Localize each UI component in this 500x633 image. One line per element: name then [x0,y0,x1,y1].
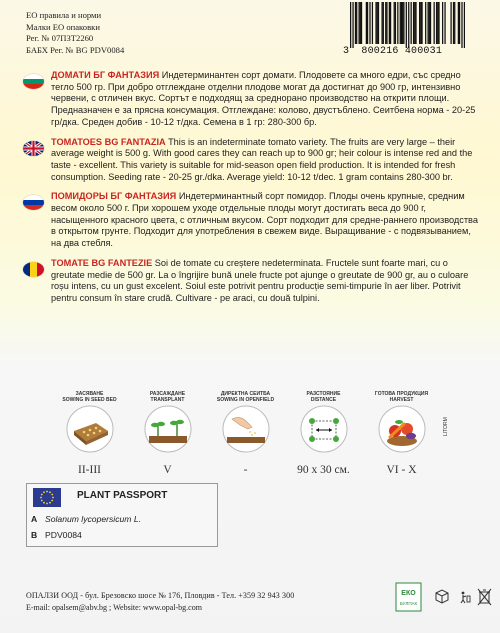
section-en [26,137,480,184]
barcode-bar [406,2,407,48]
barcode-bar [461,2,462,48]
barcode-bar [429,2,430,44]
direct-sowing-icon [222,405,270,453]
company-footer [26,590,294,614]
calendar-direct-sowing [214,392,277,476]
section-title: TOMATE BG FANTEZIE [51,257,153,268]
regulatory-line: Рег. № 07ПЗТ2260 [26,33,94,43]
section-text: Индетерминантный сорт помидор. Плоды очень крупные, средним весом около 500 г. При хорошем уходе отдельные плоды могут достигать веса до 900 г, насыщенного красного цвета, с отличным вкусом. Сорт подходит для средне-раннего производства в открытом грунте. Подходит для употребления в свежем виде. Выращивание - с подвязыванием, на два стебля. [51,191,478,249]
barcode-bar [385,2,386,44]
company-address: ОПАЛЗИ ООД - бул. Брезовско шосе № 176, Пловдив - Тел. +359 32 943 300 [26,591,295,600]
harvest-period: VI - X [386,464,417,476]
passport-key: B [31,530,38,540]
barcode-bar [381,2,382,44]
barcode-bar [438,2,439,44]
direct-sowing-period: - [243,464,248,476]
barcode-bars [350,2,465,48]
barcode-bar [427,2,428,44]
caption-bg: РАЗСТОЯНИЕ [306,391,341,397]
barcode-bar [372,2,373,44]
barcode-bar [411,2,412,44]
company-contacts: E-mail: opalsem@abv.bg ; Website: www.opal-bg.com [26,603,202,612]
regulatory-info [26,10,124,56]
barcode [343,2,465,64]
recycling-box-icon [433,587,451,605]
side-label: LITORM [443,417,449,436]
seedbed-icon [66,405,114,453]
section-ru [26,191,480,250]
harvest-icon [378,405,426,453]
barcode-bar [453,2,454,44]
caption-bg: ДИРЕКТНА СЕИТБА [220,391,271,397]
calendar-sowing [58,392,121,476]
caption-bg: ГОТОВА ПРОДУКЦИЯ [374,391,429,397]
barcode-bar [350,2,351,48]
barcode-bar [437,2,438,44]
uk-flag-icon [23,141,44,156]
barcode-bar [390,2,391,44]
barcode-bar [389,2,390,44]
barcode-bar [442,2,443,44]
barcode-bar [403,2,404,44]
caption-en: DISTANCE [310,396,337,403]
barcode-bar [402,2,403,44]
transplant-icon [144,405,192,453]
russia-flag-icon [23,195,44,210]
caption-bg: ЗАСЯВАНЕ [75,391,104,397]
section-title: TOMATOES BG FANTAZIA [51,136,166,147]
sowing-period: II-III [78,464,101,476]
barcode-bar [458,2,459,44]
barcode-first-digit: 3 [343,46,350,57]
eko-bulpak-icon [395,582,422,612]
passport-value: PDV0084 [45,530,82,540]
barcode-bar [366,2,367,44]
eu-flag-icon [33,488,61,507]
barcode-bar [434,2,435,44]
barcode-bar [360,2,361,44]
barcode-bar [386,2,387,44]
growing-calendar [58,391,463,476]
caption-en: HARVEST [389,396,414,403]
svg-text:ЕКО: ЕКО [401,590,416,597]
barcode-bar [369,2,370,44]
bulgaria-flag-icon [23,74,44,89]
distance-icon [300,405,348,453]
caption-en: SOWING IN SEED BED [62,396,117,403]
barcode-bar [378,2,379,44]
barcode-bar [361,2,362,44]
barcode-bar [450,2,451,44]
section-text: This is an indeterminate tomato variety. The fruits are very large – their average weight is 500 g. With good cares they can reach up to 900 gr; heir colour is intense red and the taste - excellent. This variety is suitable for mid-season open field production. It is intended for fresh consumption. Seeding rate - 20-25 gr./dka. Average yield: 10-12 t/dec. 1 gram contains 280-300 br. [51,136,473,182]
calendar-harvest [370,392,433,476]
regulatory-line: ЕО правила и норми [26,10,102,20]
barcode-bar [377,2,378,44]
barcode-bar [430,2,431,44]
caption-en: TRANSPLANT [150,396,185,403]
barcode-bar [394,2,395,44]
barcode-bar [358,2,359,44]
barcode-bar [436,2,437,44]
barcode-bar [413,2,414,44]
section-bg [26,70,480,129]
passport-title: PLANT PASSPORT [77,490,168,501]
barcode-bar [401,2,402,44]
barcode-bar [425,2,426,44]
passport-value: Solanum lycopersicum L. [45,514,142,524]
barcode-bar [367,2,368,44]
transplant-period: V [163,464,172,476]
barcode-bar [355,2,356,44]
barcode-bar [383,2,384,44]
barcode-bar [459,2,460,44]
caption-bg: РАЗСАЖДАНЕ [149,391,186,397]
barcode-bar [444,2,445,44]
barcode-bar [400,2,401,44]
caption-en: SOWING IN OPENFIELD [216,396,275,403]
barcode-bar [421,2,422,44]
crossed-bin-icon [477,587,492,607]
regulatory-line: БАБХ Рег. № BG PDV0084 [26,44,125,55]
calendar-transplant [136,392,199,476]
barcode-bar [352,2,353,48]
regulatory-line: Малки ЕО опаковки [26,21,100,32]
barcode-bar [420,2,421,44]
barcode-bar [397,2,398,44]
barcode-bar [419,2,420,44]
barcode-bar [395,2,396,44]
calendar-distance [292,392,355,476]
barcode-bar [454,2,455,44]
section-text: Индетерминантен сорт домати. Плодовете са много едри, със средно тегло 500 гр. При добро отглеждане отделни плодове могат да достигнат до 900 гр, интензивно червени, с отличен вкус. Сортът е подходящ за среднорано производство на открити площи. Предназначен е за прясна консумация. Отглеждане: колово, двустъблено. Сеитбена норма - 20-25 гр/дка. Среден добив - 10-12 т/дка. Семена в 1 гр: 280-300 бр. [51,70,476,127]
planting-distance: 90 x 30 см. [297,464,350,476]
svg-text:БУЛПАК: БУЛПАК [399,601,418,606]
barcode-bar [375,2,376,44]
section-ro [26,258,480,305]
barcode-bar [464,2,465,48]
romania-flag-icon [23,262,44,277]
descriptions [26,70,480,313]
section-title: ДОМАТИ БГ ФАНТАЗИЯ [51,70,160,80]
barcode-bar [415,2,416,44]
passport-key: A [31,514,38,524]
barcode-bar [356,2,357,44]
barcode-digits: 800216 400031 [361,46,443,57]
section-text: Soi de tomate cu creștere nedeterminata. Fructele sunt foarte mari, cu o greutate medie de 500 gr. La o îngrijire bună unele fructe pot ajunge o greutate de 900 gr, au o culoare roșu intens, cu un gust excelent. Soiul este potrivit pentru producție semi-timpurie în aer liber. Potrivit pentru consum în stare crudă. Cultivare - pe araci, cu două tulpini. [51,257,469,303]
barcode-bar [408,2,409,48]
barcode-bar [414,2,415,44]
tidyman-icon [458,590,472,604]
plant-passport [26,483,218,547]
section-title: ПОМИДОРЫ БГ ФАНТАЗИЯ [51,191,177,202]
